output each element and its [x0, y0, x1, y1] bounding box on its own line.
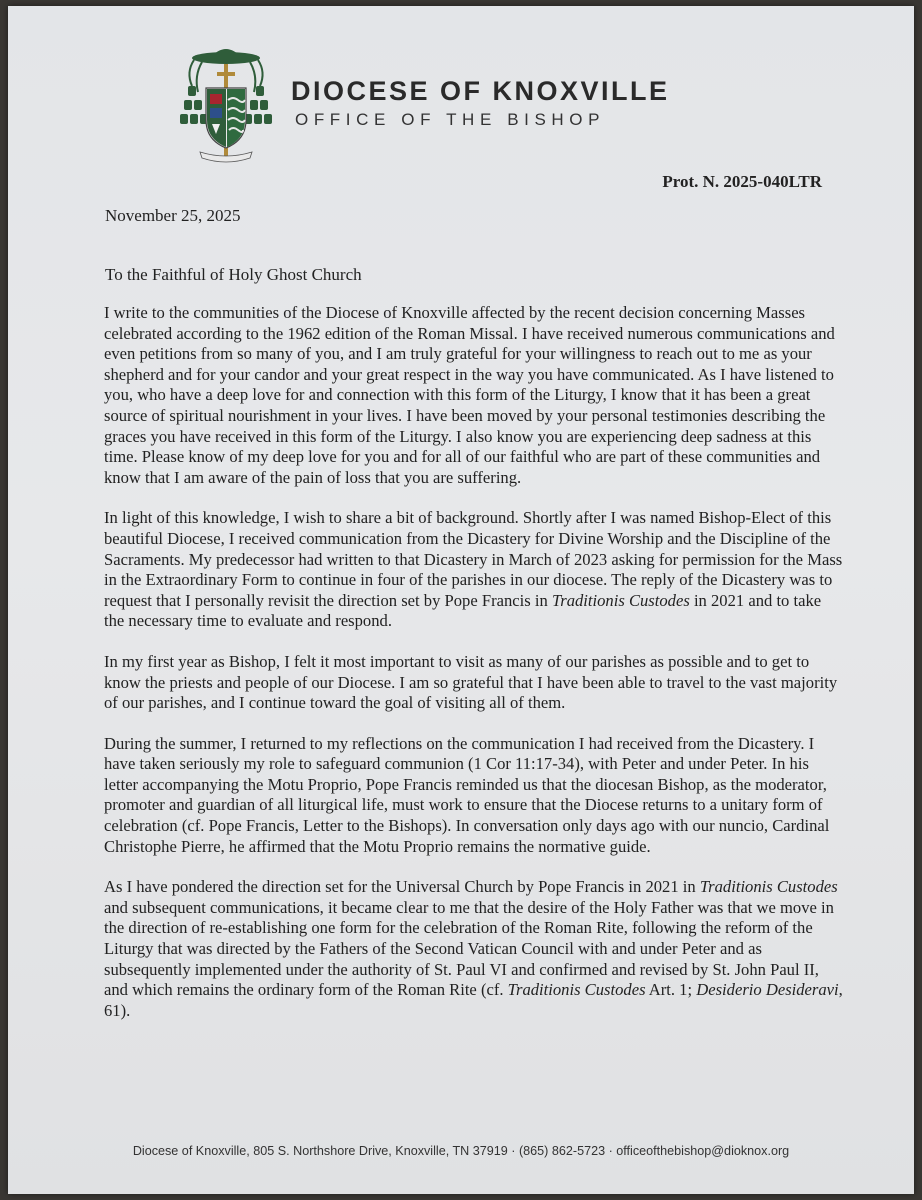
- paragraph-text: , 61).: [104, 980, 843, 1020]
- paragraph-text: As I have pondered the direction set for the Universal Church by Pope Francis in 2021 in: [104, 877, 700, 897]
- document-title: Desiderio Desideravi: [696, 980, 839, 1000]
- letterhead-footer: Diocese of Knoxville, 805 S. Northshore Drive, Knoxville, TN 37919 · (865) 862-5723 · officeofthebishop@dioknox.org: [132, 1144, 790, 1158]
- letter-body: [104, 303, 844, 1041]
- document-title: Traditionis Custodes: [507, 980, 646, 1000]
- office-name: OFFICE OF THE BISHOP: [295, 110, 606, 129]
- paragraph-text: and subsequent communications, it became clear to me that the desire of the Holy Father was that we move in the direction of re-establishing one form for the celebration of the Roman Rite, following the reform of the Liturgy that was directed by the Fathers of the Second Vatican Council with and under Peter and as subsequently implemented under the authority of St. Paul VI and confirmed and revised by St. John Paul II, and which remains the ordinary form of the Roman Rite (cf.: [104, 897, 834, 1000]
- protocol-number: Prot. N. 2025-040LTR: [662, 172, 822, 191]
- paragraph-text: in 2021 and to take the necessary time to evaluate and respond.: [104, 590, 822, 631]
- letter-page: [8, 6, 914, 1194]
- paragraph-2: [104, 508, 844, 632]
- document-title: Traditionis Custodes: [699, 877, 838, 897]
- letter-date: November 25, 2025: [105, 206, 241, 225]
- paragraph-text: During the summer, I returned to my reflections on the communication I had received from the Dicastery. I have taken seriously my role to safeguard communion (1 Cor 11:17-34), with Peter and under Peter. In his letter accompanying the Motu Proprio, Pope Francis reminded us that the diocesan Bishop, as the moderator, promoter and guardian of all liturgical life, must work to ensure that the Diocese returns to a unitary form of celebration (cf. Pope Francis, Letter to the Bishops). In conversation only days ago with our nuncio, Cardinal Christophe Pierre, he affirmed that the Motu Proprio remains the normative guide.: [104, 733, 830, 856]
- paragraph-1: [104, 303, 844, 488]
- salutation: To the Faithful of Holy Ghost Church: [105, 265, 362, 284]
- paragraph-text: I write to the communities of the Diocese of Knoxville affected by the recent decision concerning Masses celebrated according to the 1962 edition of the Roman Missal. I have received numerous communications and even petitions from so many of you, and I am truly grateful for your willingness to reach out to me as your shepherd and for your candor and your great respect in the way you have communicated. As I have listened to you, who have a deep love for and connection with this form of the Liturgy, I know that it has been a great source of spiritual nourishment in your lives. I have been moved by your personal testimonies describing the graces you have received in this form of the Liturgy. I also know you are experiencing deep sadness at this time. Please know of my deep love for you and for all of our faithful who are part of these communities and know that I am aware of the pain of loss that you are suffering.: [104, 303, 835, 487]
- diocese-name: DIOCESE OF KNOXVILLE: [291, 76, 670, 106]
- document-title: Traditionis Custodes: [551, 590, 690, 610]
- paragraph-4: [104, 734, 844, 858]
- paragraph-text: Art. 1;: [645, 980, 697, 1000]
- paragraph-5: [104, 877, 844, 1021]
- episcopal-coat-of-arms-icon: [176, 42, 276, 164]
- paragraph-text: In my first year as Bishop, I felt it most important to visit as many of our parishes as possible and to get to know the priests and people of our Diocese. I am so grateful that I have been able to travel to the vast majority of our parishes, and I continue toward the goal of visiting all of them.: [104, 651, 838, 713]
- paragraph-text: In light of this knowledge, I wish to share a bit of background. Shortly after I was named Bishop-Elect of this beautiful Diocese, I received communication from the Dicastery for Divine Worship and the Discipline of the Sacraments. My predecessor had written to that Dicastery in March of 2023 asking for permission for the Mass in the Extraordinary Form to continue in four of the parishes in our diocese. The reply of the Dicastery was to request that I personally revisit the direction set by Pope Francis in: [104, 508, 843, 610]
- paragraph-3: [104, 652, 844, 714]
